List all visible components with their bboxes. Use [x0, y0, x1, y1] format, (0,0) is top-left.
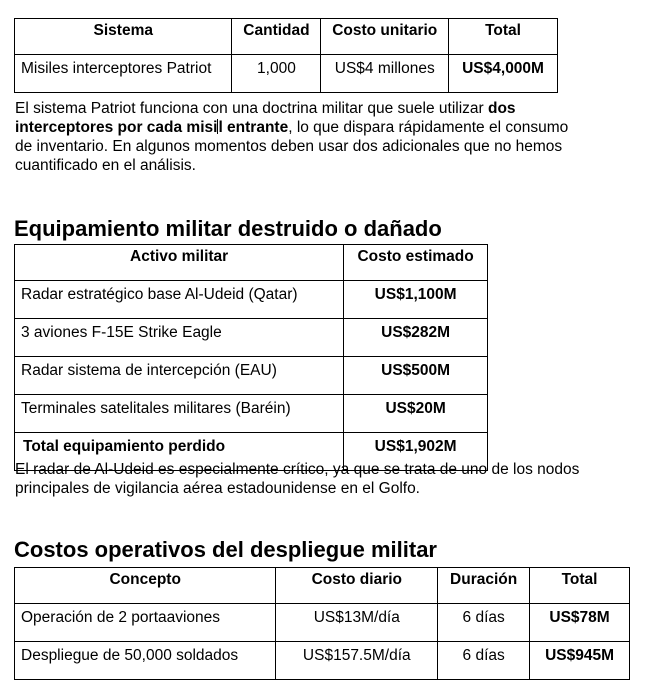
- cell-total: US$4,000M: [449, 55, 558, 93]
- header-activo-militar: Activo militar: [15, 245, 344, 281]
- header-sistema: Sistema: [15, 19, 232, 55]
- section-title-operational: Costos operativos del despliegue militar: [14, 537, 437, 562]
- cell-sistema: Misiles interceptores Patriot: [15, 55, 232, 93]
- table-row: [15, 319, 488, 357]
- cell-cantidad: 1,000: [232, 55, 321, 93]
- header-cantidad: Cantidad: [232, 19, 321, 55]
- cell-cost: US$1,100M: [344, 281, 488, 319]
- cell-cost: US$500M: [344, 357, 488, 395]
- cell-asset: Radar estratégico base Al-Udeid (Qatar): [15, 281, 344, 319]
- cell-concepto: Operación de 2 portaaviones: [15, 604, 276, 642]
- radar-paragraph: El radar de Al-Udeid es especialmente crítico, ya que se trata de uno de los nodos principales de vigilancia aérea estadounidense en el Golfo.: [15, 461, 580, 497]
- table-header-row: [15, 245, 488, 281]
- cell-total-value: US$1,902M: [344, 433, 488, 471]
- cell-costo-diario: US$157.5M/día: [276, 642, 438, 680]
- paragraph-text-end: , lo que dispara rápidamente el consumo de inventario. En algunos momentos deben usar dos adicionales que no hemos cuantificado en el análisis.: [15, 119, 569, 174]
- cell-cost: US$20M: [344, 395, 488, 433]
- cell-asset: 3 aviones F-15E Strike Eagle: [15, 319, 344, 357]
- cell-total: US$78M: [530, 604, 630, 642]
- table-header-row: [15, 568, 630, 604]
- cell-concepto: Despliegue de 50,000 soldados: [15, 642, 276, 680]
- paragraph-bold-text-end: l entrante: [218, 119, 289, 136]
- paragraph-bold-text: dos interceptores por cada misi: [15, 100, 516, 136]
- cell-duracion: 6 días: [438, 642, 530, 680]
- cell-duracion: 6 días: [438, 604, 530, 642]
- table-row: [15, 395, 488, 433]
- equipment-loss-table: [14, 244, 488, 471]
- table-row: [15, 357, 488, 395]
- header-costo-diario: Costo diario: [276, 568, 438, 604]
- patriot-cost-table: [14, 18, 558, 93]
- section-title-equipment: Equipamiento militar destruido o dañado: [14, 216, 442, 241]
- header-duracion: Duración: [438, 568, 530, 604]
- table-row: [15, 604, 630, 642]
- table-row: [15, 642, 630, 680]
- header-total: Total: [530, 568, 630, 604]
- paragraph-text: El sistema Patriot funciona con una doctrina militar que suele utilizar: [15, 100, 488, 117]
- table-header-row: [15, 19, 558, 55]
- cell-total-label: Total equipamiento perdido: [15, 433, 344, 471]
- cell-costo-unitario: US$4 millones: [321, 55, 449, 93]
- header-total: Total: [449, 19, 558, 55]
- table-row: [15, 281, 488, 319]
- cell-costo-diario: US$13M/día: [276, 604, 438, 642]
- patriot-doctrine-paragraph: [15, 99, 585, 175]
- cell-asset: Radar sistema de intercepción (EAU): [15, 357, 344, 395]
- table-row: [15, 55, 558, 93]
- header-concepto: Concepto: [15, 568, 276, 604]
- cell-total: US$945M: [530, 642, 630, 680]
- header-costo-unitario: Costo unitario: [321, 19, 449, 55]
- header-costo-estimado: Costo estimado: [344, 245, 488, 281]
- cell-asset: Terminales satelitales militares (Baréin): [15, 395, 344, 433]
- operational-cost-table: [14, 567, 630, 680]
- cell-cost: US$282M: [344, 319, 488, 357]
